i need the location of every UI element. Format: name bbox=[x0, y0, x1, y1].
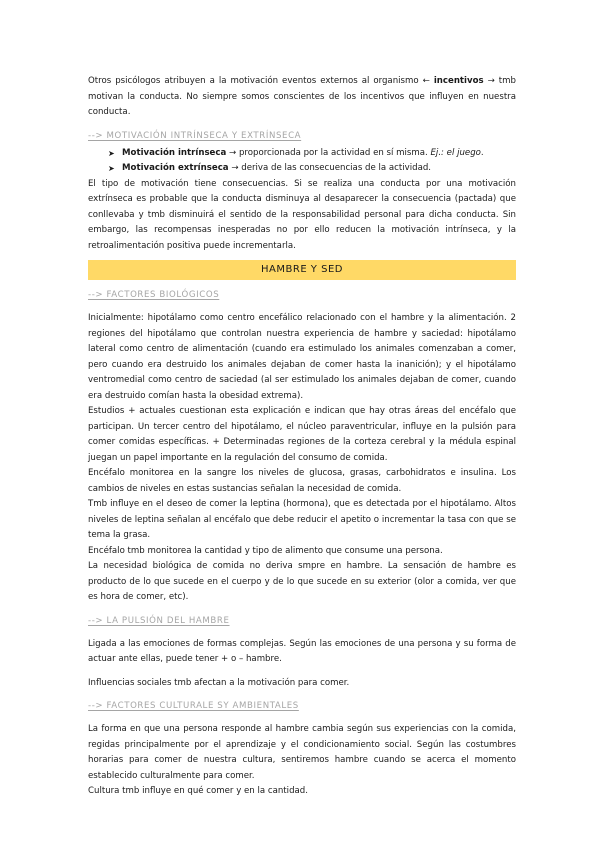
section-banner-hambre-y-sed bbox=[88, 260, 516, 280]
bio-paragraph: Estudios + actuales cuestionan esta explicación e indican que hay otras áreas del encéfalo que participan. Un tercer centro del hipotálamo, el núcleo paraventricular, influye en la pulsión para comer comidas específicas. + Determinadas regiones de la corteza cerebral y la médula espinal juegan un papel importante en la regulación del consumo de comida. bbox=[88, 406, 516, 463]
pulsion-paragraph: Influencias sociales tmb afectan a la motivación para comer. bbox=[88, 677, 350, 688]
bullet-item bbox=[108, 161, 516, 177]
intro-text-1: Otros psicólogos atribuyen a la motivación eventos externos al organismo ← bbox=[88, 76, 434, 86]
section-heading-culturales: --> FACTORES CULTURALE SY AMBIENTALES bbox=[88, 701, 299, 711]
consequences-paragraph: El tipo de motivación tiene consecuencias. Si se realiza una conducta por una motivación extrínseca es probable que la conducta disminuya al desaparecer la consecuencia (pactada) que conllevaba y tmb disminuirá el sentido de la responsabilidad personal para dicha conducta. Sin embargo, las recompensas inesperadas no por ello reducen la motivación intrínseca, y la retroalimentación positiva puede incrementarla. bbox=[88, 178, 516, 251]
bio-paragraph: Tmb influye en el deseo de comer la leptina (hormona), que es detectada por el hipotálamo. Altos niveles de leptina señalan al encéfalo que debe reducir el apetito o incrementar la tasa con que se tema la grasa. bbox=[88, 499, 516, 540]
cultura-paragraph: La forma en que una persona responde al hambre cambia según sus experiencias con la comida, regidas principalmente por el aprendizaje y el condicionamiento social. Según las costumbres horarias para comer de nuestra cultura, sentiremos hambre cuando se acerca el momento establecido culturalmente para comer. bbox=[88, 724, 516, 781]
bullet-term: Motivación intrínseca bbox=[122, 147, 227, 158]
arrow-bullet-icon: ➤ bbox=[108, 164, 115, 173]
bullet-item bbox=[108, 146, 516, 162]
bullet-text: → proporcionada por la actividad en sí misma. bbox=[226, 147, 431, 158]
bio-paragraph: La necesidad biológica de comida no deriva smpre en hambre. La sensación de hambre es producto de lo que sucede en el cuerpo y de lo que sucede en su exterior (olor a comida, ver que es hora de comer, etc). bbox=[88, 561, 516, 602]
cultura-paragraph: Cultura tmb influye en qué comer y en la cantidad. bbox=[88, 786, 308, 796]
section-heading-pulsion: --> LA PULSIÓN DEL HAMBRE bbox=[88, 615, 230, 626]
intro-bold-incentivos: incentivos bbox=[433, 76, 484, 86]
motivation-bullet-list bbox=[88, 146, 516, 177]
bullet-end: . bbox=[480, 147, 484, 158]
banner-title: HAMBRE Y SED bbox=[261, 264, 343, 276]
bullet-example: Ej.: el juego bbox=[430, 147, 481, 158]
intro-paragraph bbox=[88, 74, 516, 121]
bio-paragraph: Inicialmente: hipotálamo como centro encefálico relacionado con el hambre y la alimentación. 2 regiones del hipotálamo que controlan nuestra experiencia de hambre y saciedad: hipotálamo lateral como centro de alimentación (cuando era estimulado los animales comenzaban a comer, pero cuando era destruido los animales dejaban de comer hasta la inanición); y el hipotálamo ventromedial como centro de saciedad (al ser estimulado los animales dejaban de comer, cuando era destruido comían hasta la obesidad extrema). bbox=[88, 313, 516, 401]
pulsion-paragraph: Ligada a las emociones de formas complejas. Según las emociones de una persona y su forma de actuar ante ellas, puede tener + o – hambre. bbox=[88, 638, 516, 664]
arrow-bullet-icon: ➤ bbox=[108, 148, 115, 158]
section-heading-biologicos: --> FACTORES BIOLÓGICOS bbox=[88, 290, 220, 300]
bullet-text: → deriva de las consecuencias de la actividad. bbox=[228, 163, 432, 173]
bio-paragraph: Encéfalo monitorea en la sangre los niveles de glucosa, grasas, carbohidratos e insulina. Los cambios de niveles en estas sustancias señalan la necesidad de comida. bbox=[88, 468, 516, 494]
document-page bbox=[88, 74, 516, 800]
bullet-term: Motivación extrínseca bbox=[122, 163, 229, 173]
intro-text-2: → tmb motivan la conducta. No siempre somos conscientes de los incentivos que influyen en nuestra conducta. bbox=[88, 76, 516, 117]
section-heading-motivacion: --> MOTIVACIÓN INTRÍNSECA Y EXTRÍNSECA bbox=[88, 130, 302, 141]
bio-paragraph: Encéfalo tmb monitorea la cantidad y tipo de alimento que consume una persona. bbox=[88, 545, 443, 556]
